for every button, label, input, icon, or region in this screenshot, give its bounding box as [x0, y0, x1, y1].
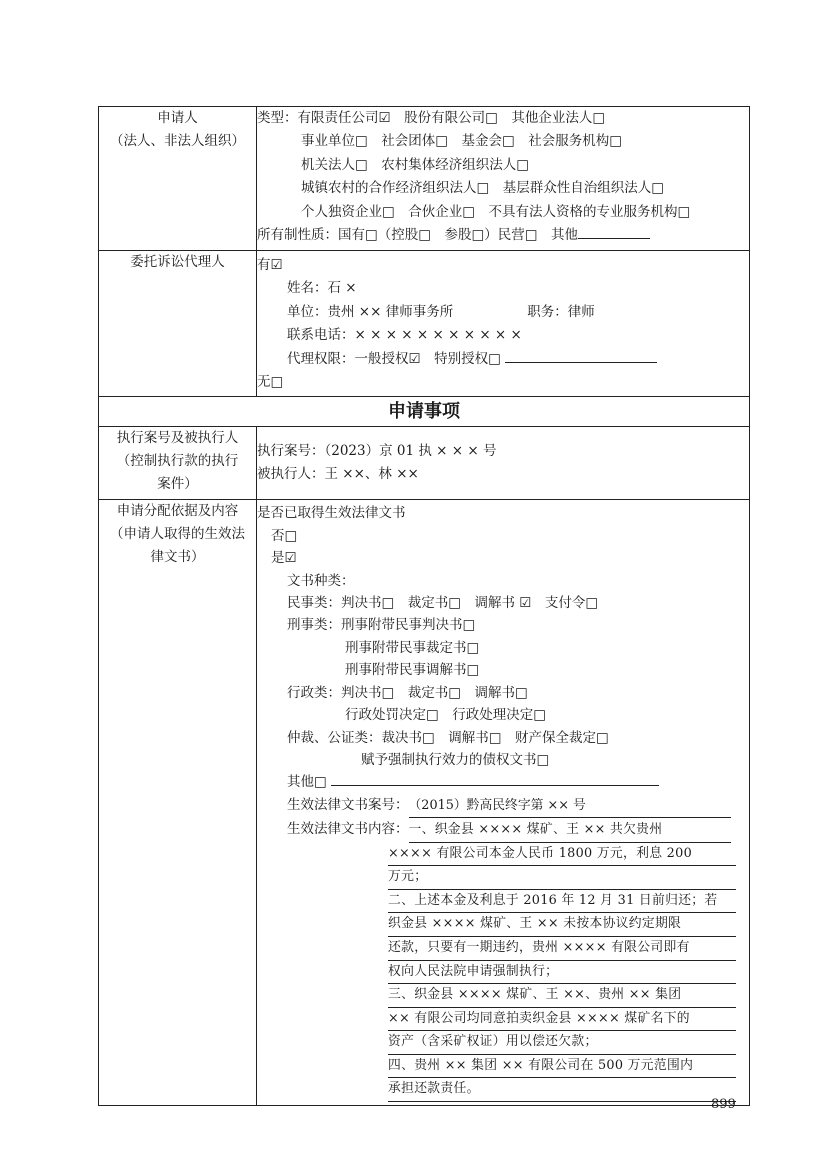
section-title: 申请事项 — [99, 397, 750, 427]
civil-types: 民事类：判决书□ 裁定书□ 调解书 ☑ 支付令□ — [287, 595, 599, 612]
agent-content-cell — [257, 251, 750, 397]
basis-yes: 是☑ — [271, 550, 297, 567]
doc-number-label: 生效法律文书案号： — [287, 796, 409, 813]
agent-label-cell — [99, 251, 257, 397]
case-label-3: 案件） — [157, 476, 198, 493]
admin-types-2: 行政处罚决定□ 行政处理决定□ — [345, 707, 547, 724]
special-authority-blank — [505, 348, 657, 363]
doc-content-first-line — [257, 818, 749, 842]
doc-content-line: 资产（含采矿权证）用以偿还欠款； — [388, 1031, 736, 1055]
case-row — [99, 427, 750, 500]
applicant-type-line-3: 机关法人□ 农村集体经济组织法人□ — [301, 156, 530, 173]
doc-content-line: 权向人民法院申请强制执行； — [388, 961, 736, 985]
admin-types-1: 行政类：判决书□ 裁定书□ 调解书□ — [287, 684, 528, 701]
case-label-2: （控制执行款的执行 — [116, 453, 239, 470]
case-number: 执行案号：（2023）京 01 执 × × × 号 — [257, 443, 497, 460]
agent-unit: 单位：贵州 ×× 律师事务所 — [287, 303, 454, 320]
case-respondent: 被执行人：王 ××、林 ×× — [257, 466, 419, 483]
basis-question: 是否已取得生效法律文书 — [257, 505, 406, 522]
doc-content-first: 一、织金县 ×××× 煤矿、王 ×× 共欠贵州 — [409, 819, 731, 842]
basis-label-2: （申请人取得的生效法 — [110, 526, 245, 543]
applicant-content-cell — [257, 107, 750, 251]
applicant-label: 申请人 — [157, 110, 198, 126]
applicant-label-cell — [99, 107, 257, 251]
applicant-type-line-5: 个人独资企业□ 合伙企业□ 不具有法人资格的专业服务机构□ — [301, 203, 691, 220]
agent-has: 有☑ — [257, 257, 283, 273]
applicant-type-line-2: 事业单位□ 社会团体□ 基金会□ 社会服务机构□ — [301, 133, 623, 150]
doc-number-value: （2015）黔高民终字第 ×× 号 — [409, 795, 731, 818]
arbitration-types-1: 仲裁、公证类：裁决书□ 调解书□ 财产保全裁定□ — [287, 729, 609, 746]
applicant-type-line-4: 城镇农村的合作经济组织法人□ 基层群众性自治组织法人□ — [301, 180, 665, 197]
doc-content-line: ×× 有限公司均同意拍卖织金县 ×××× 煤矿名下的 — [388, 1008, 736, 1032]
doc-content-block — [388, 843, 736, 1103]
agent-position: 职务：律师 — [527, 303, 595, 320]
doc-content-line: 二、上述本金及利息于 2016 年 12 月 31 日前归还；若 — [388, 890, 736, 914]
criminal-types-3: 刑事附带民事调解书□ — [345, 662, 480, 679]
basis-label-3: 律文书） — [150, 549, 205, 566]
doc-content-line: 承担还款责任。 — [388, 1078, 736, 1102]
basis-row — [99, 500, 750, 1106]
basis-label-cell — [99, 500, 257, 1106]
case-label-cell — [99, 427, 257, 500]
doc-content-line: 三、织金县 ×××× 煤矿、王 ××、贵州 ×× 集团 — [388, 984, 736, 1008]
agent-authority: 代理权限：一般授权☑ 特别授权□ — [287, 350, 501, 367]
doc-content-line: 四、贵州 ×× 集团 ×× 有限公司在 500 万元范围内 — [388, 1055, 736, 1079]
doc-content-line: ×××× 有限公司本金人民币 1800 万元，利息 200 — [388, 843, 736, 867]
agent-name: 姓名：石 × — [287, 280, 357, 297]
agent-row — [99, 251, 750, 397]
ownership-line — [257, 224, 749, 247]
page-number: 899 — [711, 1097, 736, 1112]
ownership-text: 所有制性质：国有□（控股□ 参股□）民营□ 其他 — [257, 227, 579, 244]
doc-types-label: 文书种类： — [287, 572, 355, 589]
applicant-row — [99, 107, 750, 251]
ownership-other-blank — [578, 224, 650, 239]
applicant-label-sub: （法人、非法人组织） — [110, 133, 245, 149]
other-label: 其他□ — [287, 774, 327, 791]
agent-phone: 联系电话：× × × × × × × × × × × — [287, 327, 522, 344]
other-line — [257, 771, 749, 793]
agent-unit-line — [257, 301, 749, 324]
basis-no: 否□ — [271, 527, 298, 544]
basis-content-cell — [257, 500, 750, 1106]
doc-content-line: 万元； — [388, 866, 736, 890]
case-content-cell — [257, 427, 750, 500]
doc-content-line: 还款，只要有一期违约，贵州 ×××× 有限公司即有 — [388, 937, 736, 961]
doc-content-line: 织金县 ×××× 煤矿、王 ×× 未按本协议约定期限 — [388, 913, 736, 937]
application-form-table — [98, 106, 750, 1106]
doc-number-line — [257, 794, 749, 818]
arbitration-types-2: 赋予强制执行效力的债权文书□ — [361, 751, 550, 768]
section-row — [99, 397, 750, 427]
agent-authority-line — [257, 348, 749, 371]
agent-label: 委托诉讼代理人 — [130, 254, 225, 270]
agent-none: 无□ — [257, 374, 284, 391]
doc-content-label: 生效法律文书内容： — [287, 821, 409, 838]
basis-label-1: 申请分配依据及内容 — [116, 503, 239, 520]
case-label-1: 执行案号及被执行人 — [116, 430, 239, 447]
applicant-type-line-1: 类型：有限责任公司☑ 股份有限公司□ 其他企业法人□ — [257, 110, 606, 126]
criminal-types-2: 刑事附带民事裁定书□ — [345, 639, 480, 656]
criminal-types-1: 刑事类：刑事附带民事判决书□ — [287, 617, 476, 634]
other-blank — [331, 771, 659, 786]
